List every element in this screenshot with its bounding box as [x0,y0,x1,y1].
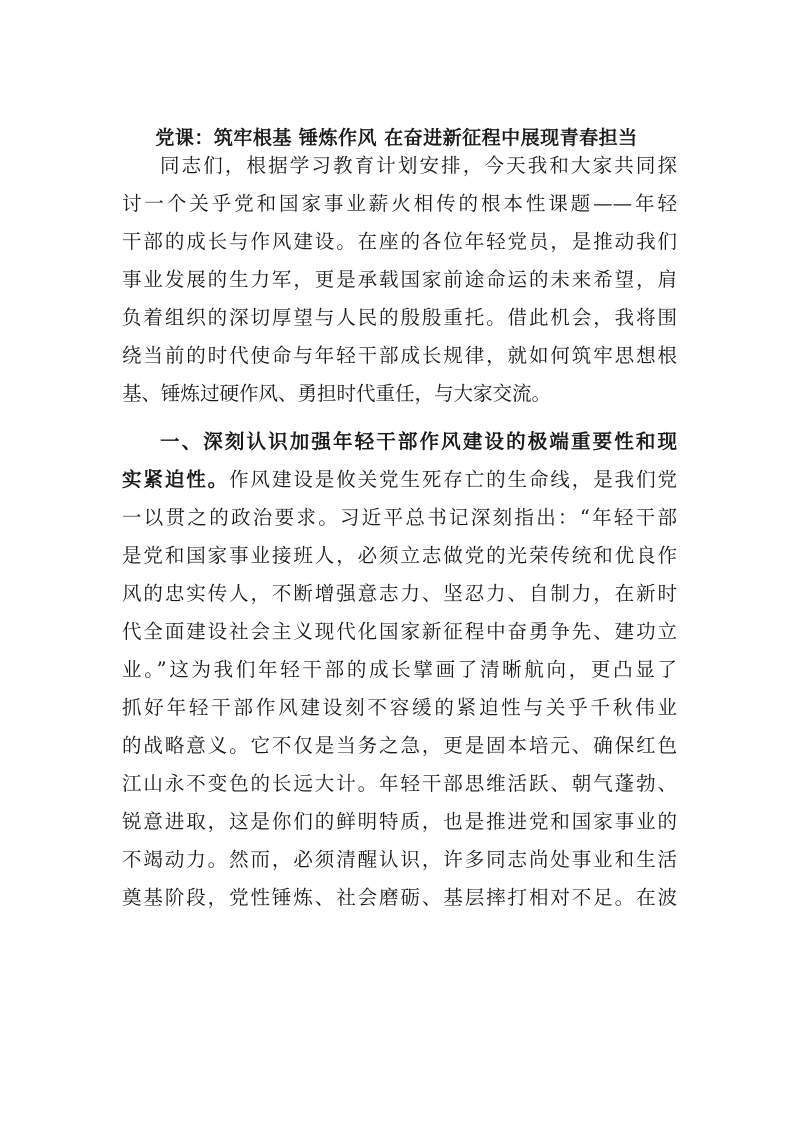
paragraph-line: 代全面建设社会主义现代化国家新征程中奋勇争先、建功立 [122,620,677,643]
paragraph-line: 事业发展的生力军，更是承载国家前途命运的未来希望，肩 [122,268,677,291]
paragraph-intro [122,147,677,413]
paragraph-line: 江山永不变色的长远大计。年轻干部思维活跃、朝气蓬勃、 [122,772,677,795]
paragraph-line: 锐意进取，这是你们的鲜明特质，也是推进党和国家事业的 [122,810,677,833]
paragraph-line: 绕当前的时代使命与年轻干部成长规律，就如何筑牢思想根 [122,344,677,367]
paragraph-line [122,461,677,499]
paragraph-section-one [122,423,677,917]
paragraph-line: 干部的成长与作风建设。在座的各位年轻党员，是推动我们 [122,230,677,253]
document-body [122,147,677,917]
paragraph-line: 的战略意义。它不仅是当务之急，更是固本培元、确保红色 [122,734,677,757]
section-heading: 一、深刻认识加强年轻干部作风建设的极端重要性和现 [160,430,677,453]
paragraph-line: 讨一个关乎党和国家事业薪火相传的根本性课题——年轻 [122,192,677,215]
section-heading-end: 实紧迫性。 [122,468,230,491]
paragraph-line-rest: 作风建设是攸关党生死存亡的生命线，是我们党 [229,468,677,491]
paragraph-line: 风的忠实传人，不断增强意志力、坚忍力、自制力，在新时 [122,582,677,605]
paragraph-line: 同志们，根据学习教育计划安排，今天我和大家共同探 [160,154,677,177]
paragraph-line: 是党和国家事业接班人，必须立志做党的光荣传统和优良作 [122,544,677,567]
paragraph-line: 抓好年轻干部作风建设刻不容缓的紧迫性与关乎千秋伟业 [122,696,677,719]
paragraph-line: 基、锤炼过硬作风、勇担时代重任，与大家交流。 [122,382,552,405]
paragraph-line: 负着组织的深切厚望与人民的殷殷重托。借此机会，我将围 [122,306,677,329]
document-title: 党课：筑牢根基 锤炼作风 在奋进新征程中展现青春担当 [155,127,638,149]
paragraph-line: 一以贯之的政治要求。习近平总书记深刻指出：“年轻干部 [122,506,677,529]
paragraph-line: 不竭动力。然而，必须清醒认识，许多同志尚处事业和生活 [122,848,677,871]
paragraph-line: 奠基阶段，党性锤炼、社会磨砺、基层摔打相对不足。在波 [122,886,677,909]
paragraph-line: 业。”这为我们年轻干部的成长擘画了清晰航向，更凸显了 [122,658,677,681]
